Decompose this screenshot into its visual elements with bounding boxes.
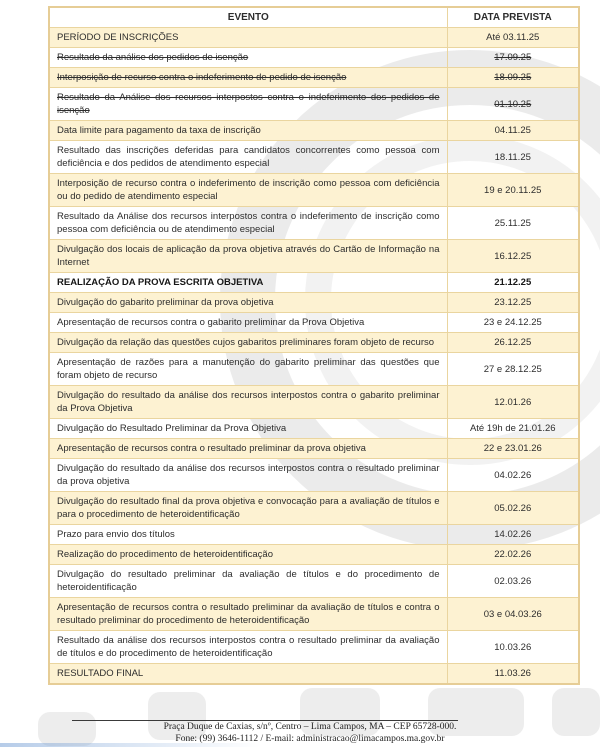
event-cell: Prazo para envio dos títulos — [49, 525, 447, 545]
table-body — [49, 28, 579, 685]
event-cell: Divulgação da relação das questões cujos gabaritos preliminares foram objeto de recurso — [49, 333, 447, 353]
event-cell: Divulgação do Resultado Preliminar da Prova Objetiva — [49, 419, 447, 439]
table-row — [49, 439, 579, 459]
table-row — [49, 273, 579, 293]
date-cell: 10.03.26 — [447, 631, 579, 664]
event-cell: Data limite para pagamento da taxa de inscrição — [49, 121, 447, 141]
table-row — [49, 419, 579, 439]
date-cell: 12.01.26 — [447, 386, 579, 419]
date-cell: 17.09.25 — [447, 48, 579, 68]
date-cell: 02.03.26 — [447, 565, 579, 598]
footer-text — [60, 722, 560, 745]
event-cell: Apresentação de recursos contra o gabarito preliminar da Prova Objetiva — [49, 313, 447, 333]
event-cell: Apresentação de recursos contra o resultado preliminar da prova objetiva — [49, 439, 447, 459]
date-cell: 21.12.25 — [447, 273, 579, 293]
event-cell: Resultado da análise dos pedidos de isenção — [49, 48, 447, 68]
table-row — [49, 545, 579, 565]
table-row — [49, 598, 579, 631]
table-row — [49, 28, 579, 48]
event-cell: Resultado das inscrições deferidas para candidatos concorrentes como pessoa com deficiência e dos pedidos de atendimento especial — [49, 141, 447, 174]
event-cell: Apresentação de recursos contra o resultado preliminar da avaliação de títulos e contra o resultado preliminar do procedimento de heteroidentificação — [49, 598, 447, 631]
event-cell: Resultado da Análise dos recursos interpostos contra o indeferimento de inscrição como pessoa com deficiência ou de atendimento especial — [49, 207, 447, 240]
event-cell: Interposição de recurso contra o indeferimento de pedido de isenção — [49, 68, 447, 88]
date-cell: 05.02.26 — [447, 492, 579, 525]
event-cell: Divulgação do resultado final da prova objetiva e convocação para a avaliação de títulos e para o procedimento de heteroidentificação — [49, 492, 447, 525]
table-row — [49, 459, 579, 492]
event-cell: PERÍODO DE INSCRIÇÕES — [49, 28, 447, 48]
date-cell: 22 e 23.01.26 — [447, 439, 579, 459]
date-cell: 22.02.26 — [447, 545, 579, 565]
table-row — [49, 240, 579, 273]
event-cell: RESULTADO FINAL — [49, 664, 447, 685]
column-header-data-prevista: DATA PREVISTA — [447, 7, 579, 28]
date-cell: 27 e 28.12.25 — [447, 353, 579, 386]
date-cell: Até 19h de 21.01.26 — [447, 419, 579, 439]
table-row — [49, 631, 579, 664]
table-row — [49, 48, 579, 68]
table-row — [49, 207, 579, 240]
event-cell: Divulgação do gabarito preliminar da prova objetiva — [49, 293, 447, 313]
table-row — [49, 88, 579, 121]
event-cell: Resultado da análise dos recursos interpostos contra o resultado preliminar da avaliação de títulos e do procedimento de heteroidentificação — [49, 631, 447, 664]
date-cell: 04.02.26 — [447, 459, 579, 492]
table-header-row — [49, 7, 579, 28]
schedule-table — [48, 6, 580, 685]
footer-rule — [72, 720, 458, 721]
footer-address-line: Praça Duque de Caxias, s/nº, Centro – Lima Campos, MA – CEP 65728-000. — [163, 722, 457, 732]
table-row — [49, 664, 579, 685]
event-cell: Realização do procedimento de heteroidentificação — [49, 545, 447, 565]
date-cell: 26.12.25 — [447, 333, 579, 353]
event-cell: Resultado da Análise dos recursos interpostos contra o indeferimento dos pedidos de isenção — [49, 88, 447, 121]
event-cell: Divulgação do resultado preliminar da avaliação de títulos e do procedimento de heteroidentificação — [49, 565, 447, 598]
date-cell: Até 03.11.25 — [447, 28, 579, 48]
schedule-table-container — [48, 6, 578, 685]
table-row — [49, 525, 579, 545]
table-row — [49, 313, 579, 333]
date-cell: 14.02.26 — [447, 525, 579, 545]
date-cell: 25.11.25 — [447, 207, 579, 240]
event-cell: Divulgação dos locais de aplicação da prova objetiva através do Cartão de Informação na Internet — [49, 240, 447, 273]
date-cell: 19 e 20.11.25 — [447, 174, 579, 207]
date-cell: 23.12.25 — [447, 293, 579, 313]
date-cell: 18.11.25 — [447, 141, 579, 174]
event-cell: Divulgação do resultado da análise dos recursos interpostos contra o gabarito preliminar da Prova Objetiva — [49, 386, 447, 419]
date-cell: 18.09.25 — [447, 68, 579, 88]
date-cell: 01.10.25 — [447, 88, 579, 121]
column-header-evento: EVENTO — [49, 7, 447, 28]
date-cell: 11.03.26 — [447, 664, 579, 685]
event-cell: REALIZAÇÃO DA PROVA ESCRITA OBJETIVA — [49, 273, 447, 293]
date-cell: 03 e 04.03.26 — [447, 598, 579, 631]
table-row — [49, 174, 579, 207]
event-cell: Apresentação de razões para a manutenção do gabarito preliminar das questões que foram objeto de recurso — [49, 353, 447, 386]
event-cell: Divulgação do resultado da análise dos recursos interpostos contra o resultado preliminar da prova objetiva — [49, 459, 447, 492]
date-cell: 04.11.25 — [447, 121, 579, 141]
event-cell: Interposição de recurso contra o indeferimento de inscrição como pessoa com deficiência ou do pedido de atendimento especial — [49, 174, 447, 207]
table-row — [49, 68, 579, 88]
table-row — [49, 293, 579, 313]
table-row — [49, 121, 579, 141]
footer-contact-line: Fone: (99) 3646-1112 / E-mail: administracao@limacampos.ma.gov.br — [175, 733, 445, 744]
table-row — [49, 333, 579, 353]
date-cell: 16.12.25 — [447, 240, 579, 273]
table-row — [49, 353, 579, 386]
date-cell: 23 e 24.12.25 — [447, 313, 579, 333]
table-row — [49, 565, 579, 598]
table-row — [49, 492, 579, 525]
table-row — [49, 386, 579, 419]
table-row — [49, 141, 579, 174]
